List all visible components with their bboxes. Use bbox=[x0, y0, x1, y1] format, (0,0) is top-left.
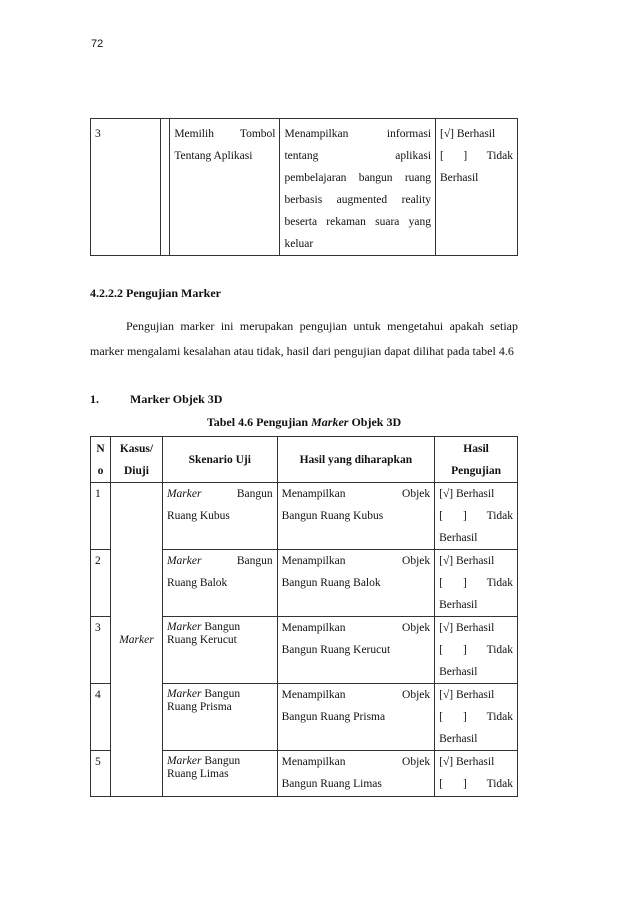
skenario-line: Ruang Balok bbox=[166, 577, 228, 589]
caption-suffix: Objek 3D bbox=[348, 415, 402, 429]
paragraph bbox=[90, 314, 518, 364]
header-pengujian-line: Pengujian bbox=[451, 464, 501, 477]
pengujian-line: [ ] Tidak bbox=[439, 778, 513, 790]
cell-skenario bbox=[162, 684, 277, 751]
cell-hasil bbox=[277, 617, 435, 684]
pengujian-line: Berhasil bbox=[439, 733, 478, 745]
header-kasus bbox=[110, 437, 162, 483]
pengujian-line: Berhasil bbox=[440, 172, 479, 184]
cell-pengujian bbox=[435, 550, 518, 617]
pengujian-line: [ ] Tidak bbox=[439, 510, 513, 522]
skenario-italic: Marker bbox=[166, 755, 202, 767]
subsection-title: Marker Objek 3D bbox=[130, 392, 223, 406]
header-kasus-line: Kasus/ bbox=[119, 442, 154, 455]
pengujian-line: Berhasil bbox=[439, 599, 478, 611]
cell-hasil bbox=[280, 119, 436, 256]
cell-skenario bbox=[162, 483, 277, 550]
caption-italic: Marker bbox=[311, 415, 349, 429]
pengujian-line: Berhasil bbox=[439, 532, 478, 544]
hasil-line: keluar bbox=[284, 238, 314, 250]
table-row bbox=[91, 119, 518, 256]
skenario-rest: Bangun bbox=[201, 755, 241, 767]
subsection-heading bbox=[90, 392, 222, 407]
skenario-line: Ruang Prisma bbox=[166, 701, 232, 713]
skenario-line bbox=[167, 688, 273, 701]
hasil-line: tentang aplikasi bbox=[284, 150, 432, 162]
skenario-rest: Bangun bbox=[236, 488, 273, 500]
cell-pengujian bbox=[435, 483, 518, 550]
pengujian-line: [√] Berhasil bbox=[440, 128, 496, 140]
skenario-italic: Marker bbox=[166, 621, 202, 633]
paragraph-text: Pengujian marker ini merupakan pengujian untuk mengetahui apakah setiap marker mengalami kesalahan atau tidak, hasil dari pengujian dapat dilihat pada tabel 4.6 bbox=[90, 319, 518, 358]
cell-skenario bbox=[162, 550, 277, 617]
hasil-line: berbasis augmented reality bbox=[284, 194, 432, 206]
pengujian-line: [√] Berhasil bbox=[439, 622, 495, 634]
hasil-line: Menampilkan Objek bbox=[281, 488, 431, 500]
hasil-line: Bangun Ruang Prisma bbox=[281, 711, 386, 723]
pengujian-line: [√] Berhasil bbox=[439, 488, 495, 500]
hasil-line: Menampilkan Objek bbox=[281, 622, 431, 634]
header-no-line: o bbox=[97, 464, 104, 477]
skenario-italic: Marker bbox=[166, 488, 202, 500]
cell-hasil bbox=[277, 751, 435, 797]
skenario-italic: Marker bbox=[166, 688, 202, 700]
skenario-rest: Bangun bbox=[201, 688, 241, 700]
pengujian-line: Berhasil bbox=[439, 666, 478, 678]
hasil-line: Menampilkan Objek bbox=[281, 689, 431, 701]
skenario-line: Ruang Kerucut bbox=[166, 634, 237, 646]
cell-skenario bbox=[170, 119, 280, 256]
header-no bbox=[91, 437, 111, 483]
cell-hasil bbox=[277, 684, 435, 751]
skenario-line bbox=[167, 483, 273, 505]
cell-skenario bbox=[162, 751, 277, 797]
marker-test-table bbox=[90, 436, 518, 797]
pengujian-line: [ ] Tidak bbox=[440, 150, 513, 162]
skenario-line: Tentang Aplikasi bbox=[174, 150, 253, 162]
pengujian-line: [ ] Tidak bbox=[439, 644, 513, 656]
hasil-line: Menampilkan Objek bbox=[281, 555, 431, 567]
cell-no: 3 bbox=[91, 119, 161, 256]
skenario-rest: Bangun bbox=[201, 621, 241, 633]
cell-kasus bbox=[161, 119, 170, 256]
pengujian-line: [ ] Tidak bbox=[439, 577, 513, 589]
cell-no: 5 bbox=[91, 751, 111, 797]
header-no-line: N bbox=[96, 442, 105, 455]
cell-skenario bbox=[162, 617, 277, 684]
table-row bbox=[91, 483, 518, 550]
pengujian-line: [√] Berhasil bbox=[439, 756, 495, 768]
hasil-line: Bangun Ruang Balok bbox=[281, 577, 381, 589]
caption-prefix: Tabel 4.6 Pengujian bbox=[206, 415, 312, 429]
cell-pengujian bbox=[435, 617, 518, 684]
skenario-rest: Bangun bbox=[236, 555, 273, 567]
skenario-italic: Marker bbox=[166, 555, 202, 567]
skenario-line bbox=[167, 550, 273, 572]
hasil-line: Bangun Ruang Limas bbox=[281, 778, 382, 790]
cell-pengujian bbox=[436, 119, 518, 256]
pengujian-line: [√] Berhasil bbox=[439, 689, 495, 701]
page-number: 72 bbox=[91, 38, 104, 50]
skenario-line: Memilih Tombol bbox=[174, 128, 276, 140]
table-caption bbox=[90, 415, 518, 430]
hasil-line: Bangun Ruang Kubus bbox=[281, 510, 384, 522]
section-heading: 4.2.2.2 Pengujian Marker bbox=[90, 286, 221, 300]
skenario-line bbox=[167, 755, 273, 768]
header-kasus-line: Diuji bbox=[124, 464, 149, 477]
cell-kasus-merged: Marker bbox=[110, 483, 162, 797]
cell-no: 4 bbox=[91, 684, 111, 751]
hasil-line: Menampilkan Objek bbox=[281, 756, 431, 768]
cell-hasil bbox=[277, 550, 435, 617]
continued-test-table bbox=[90, 118, 518, 256]
hasil-line: Bangun Ruang Kerucut bbox=[281, 644, 391, 656]
header-pengujian-line: Hasil bbox=[463, 442, 489, 455]
cell-pengujian bbox=[435, 684, 518, 751]
hasil-line: beserta rekaman suara yang bbox=[284, 216, 432, 228]
skenario-line bbox=[167, 621, 273, 634]
hasil-line: pembelajaran bangun ruang bbox=[284, 172, 432, 184]
header-pengujian bbox=[435, 437, 518, 483]
subsection-number: 1. bbox=[90, 392, 99, 406]
cell-pengujian bbox=[435, 751, 518, 797]
cell-no: 1 bbox=[91, 483, 111, 550]
skenario-line: Ruang Limas bbox=[166, 768, 229, 780]
pengujian-line: [ ] Tidak bbox=[439, 711, 513, 723]
header-skenario: Skenario Uji bbox=[162, 437, 277, 483]
cell-no: 2 bbox=[91, 550, 111, 617]
cell-hasil bbox=[277, 483, 435, 550]
table-header-row bbox=[91, 437, 518, 483]
header-hasil: Hasil yang diharapkan bbox=[277, 437, 435, 483]
cell-no: 3 bbox=[91, 617, 111, 684]
hasil-line: Menampilkan informasi bbox=[284, 128, 432, 140]
skenario-line: Ruang Kubus bbox=[166, 510, 230, 522]
pengujian-line: [√] Berhasil bbox=[439, 555, 495, 567]
